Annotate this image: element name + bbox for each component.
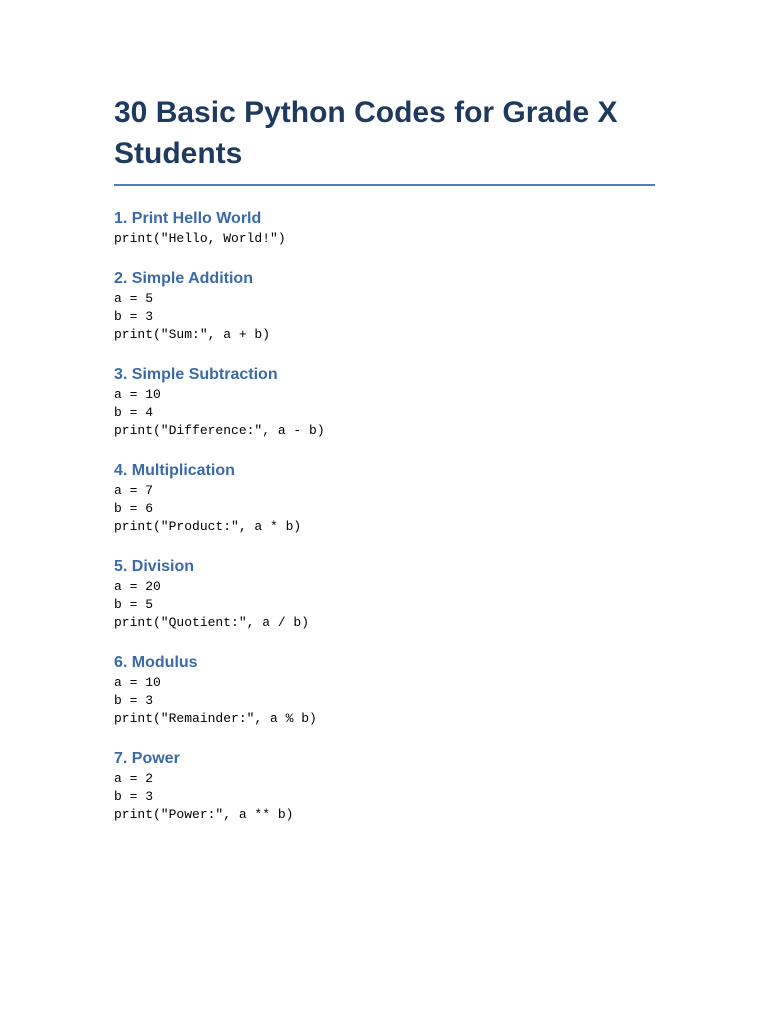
section-print-hello-world	[114, 208, 654, 248]
code-block	[114, 578, 654, 632]
code-line: a = 5	[114, 291, 154, 306]
code-line: b = 3	[114, 789, 154, 804]
code-block	[114, 290, 654, 344]
code-line: print("Sum:", a + b)	[114, 327, 271, 342]
section-heading: 1. Print Hello World	[114, 210, 262, 227]
code-line: b = 3	[114, 693, 154, 708]
code-line: a = 10	[114, 387, 161, 402]
section-modulus	[114, 652, 654, 728]
document-title: 30 Basic Python Codes for Grade X Students	[114, 96, 618, 170]
code-line: print("Quotient:", a / b)	[114, 615, 310, 630]
section-division	[114, 556, 654, 632]
code-line: a = 2	[114, 771, 154, 786]
code-line: print("Difference:", a - b)	[114, 423, 325, 438]
code-block	[114, 674, 654, 728]
section-heading: 5. Division	[114, 558, 195, 575]
section-heading: 4. Multiplication	[114, 462, 235, 479]
section-heading: 2. Simple Addition	[114, 270, 253, 287]
code-line: b = 5	[114, 597, 154, 612]
section-heading: 7. Power	[114, 750, 180, 767]
code-line: print("Hello, World!")	[114, 231, 286, 246]
code-line: b = 4	[114, 405, 154, 420]
title-divider	[114, 184, 655, 186]
code-line: a = 7	[114, 483, 154, 498]
code-block	[114, 770, 654, 824]
code-line: a = 20	[114, 579, 161, 594]
code-block	[114, 482, 654, 536]
section-heading: 3. Simple Subtraction	[114, 366, 278, 383]
code-sections	[114, 208, 654, 824]
section-multiplication	[114, 460, 654, 536]
code-line: a = 10	[114, 675, 161, 690]
section-power	[114, 748, 654, 824]
code-line: b = 3	[114, 309, 154, 324]
section-heading: 6. Modulus	[114, 654, 198, 671]
section-simple-addition	[114, 268, 654, 344]
code-line: print("Remainder:", a % b)	[114, 711, 317, 726]
code-line: print("Product:", a * b)	[114, 519, 302, 534]
code-block	[114, 386, 654, 440]
code-block	[114, 230, 654, 248]
section-simple-subtraction	[114, 364, 654, 440]
code-line: print("Power:", a ** b)	[114, 807, 294, 822]
code-line: b = 6	[114, 501, 154, 516]
